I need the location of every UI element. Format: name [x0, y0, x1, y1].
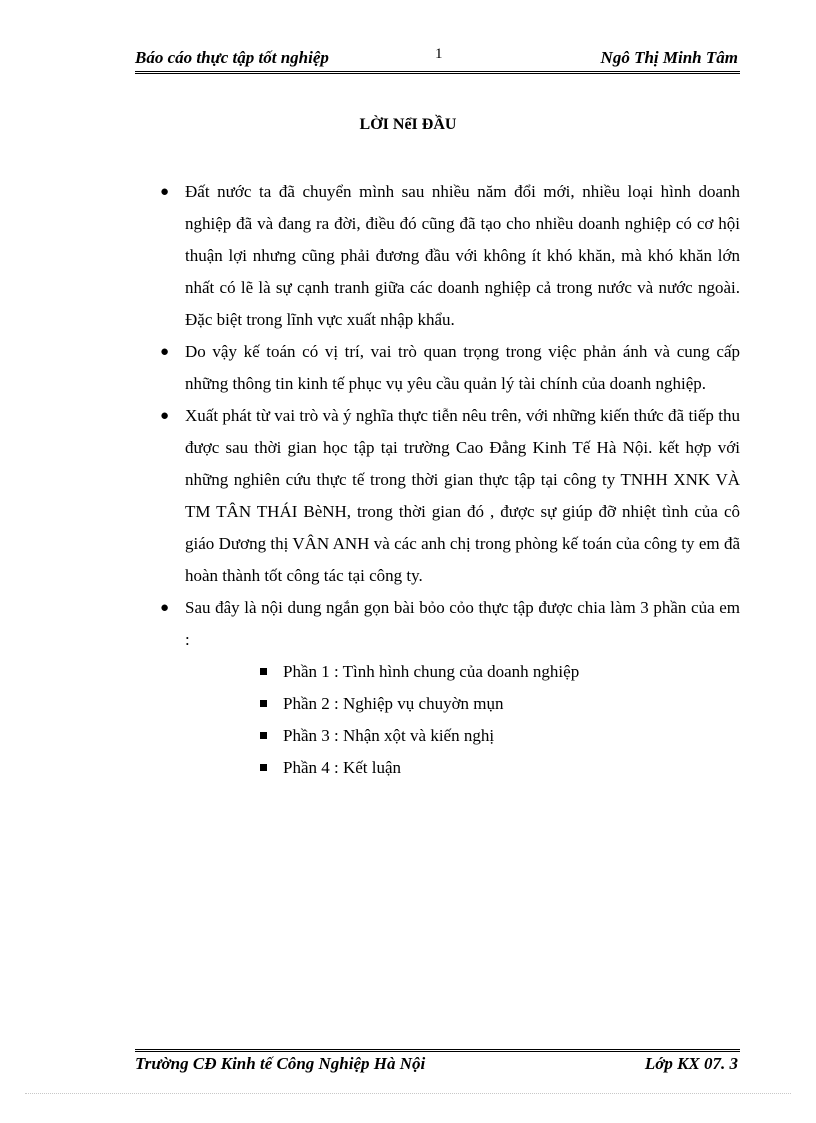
list-item	[260, 656, 816, 688]
part-label: Phần 3 : Nhận xột và kiến nghị	[283, 726, 495, 745]
bullet-text: Xuất phát từ vai trò và ý nghĩa thực tiễn nêu trên, với những kiến thức đã tiếp thu được sau thời gian học tập tại trường Cao Đẳng Kinh Tế Hà Nội. kết hợp với những nghiên cứu thực tế trong thời gian thực tập tại công ty TNHH XNK VÀ TM TÂN THÁI BèNH, trong thời gian đó , được sự giúp đỡ nhiệt tình của cô giáo Dương thị VÂN ANH và các anh chị trong phòng kế toán của công ty em đã hoàn thành tốt công tác tại công ty.	[185, 406, 740, 585]
list-item	[260, 720, 816, 752]
bullet-text: Sau đây là nội dung ngắn gọn bài bỏo cỏo thực tập được chia làm 3 phần của em :	[185, 598, 740, 649]
square-bullet-icon	[260, 668, 267, 675]
bullet-paragraph	[160, 592, 740, 656]
part-label: Phần 2 : Nghiệp vụ chuyờn mụn	[283, 694, 504, 713]
page-edge-divider	[25, 1093, 791, 1094]
square-bullet-icon	[260, 700, 267, 707]
list-item	[260, 752, 816, 784]
bullet-dot-icon: ●	[160, 408, 170, 424]
square-bullet-icon	[260, 764, 267, 771]
bullet-text: Đất nước ta đã chuyển mình sau nhiều năm đổi mới, nhiều loại hình doanh nghiệp đã và đang ra đời, điều đó cũng đã tạo cho nhiều doanh nghiệp có cơ hội thuận lợi nhưng cũng phải đương đầu với không ít khó khăn, mà khó khăn lớn nhất có lẽ là sự cạnh tranh giữa các doanh nghiệp cả trong nước và nước ngoài. Đặc biệt trong lĩnh vực xuất nhập khẩu.	[185, 182, 740, 329]
list-item	[260, 688, 816, 720]
part-label: Phần 4 : Kết luận	[283, 758, 402, 777]
page-footer	[135, 1054, 740, 1078]
footer-school-name: Trường CĐ Kinh tế Công Nghiệp Hà Nội	[135, 1054, 426, 1073]
square-bullet-icon	[260, 732, 267, 739]
footer-rule	[135, 1049, 740, 1052]
header-report-title: Báo cáo thực tập tốt nghiệp	[135, 48, 329, 67]
footer-class-code: Lớp KX 07. 3	[644, 1054, 738, 1073]
bullet-dot-icon: ●	[160, 184, 170, 200]
header-rule	[135, 71, 740, 74]
header-page-number: 1	[435, 46, 443, 62]
bullet-paragraph	[160, 336, 740, 400]
bullet-dot-icon: ●	[160, 344, 170, 360]
parts-list	[260, 656, 816, 784]
bullet-dot-icon: ●	[160, 600, 170, 616]
page-title: LỜI NểI ĐẦU	[359, 116, 457, 133]
main-content	[160, 176, 740, 784]
bullet-text: Do vậy kế toán có vị trí, vai trò quan trọng trong việc phản ánh và cung cấp những thông tin kinh tế phục vụ yêu cầu quản lý tài chính của doanh nghiệp.	[185, 342, 740, 393]
header-author: Ngô Thị Minh Tâm	[600, 48, 738, 67]
bullet-paragraph	[160, 176, 740, 336]
part-label: Phần 1 : Tình hình chung của doanh nghiệp	[283, 662, 580, 681]
bullet-paragraph	[160, 400, 740, 592]
page-header	[135, 48, 740, 70]
